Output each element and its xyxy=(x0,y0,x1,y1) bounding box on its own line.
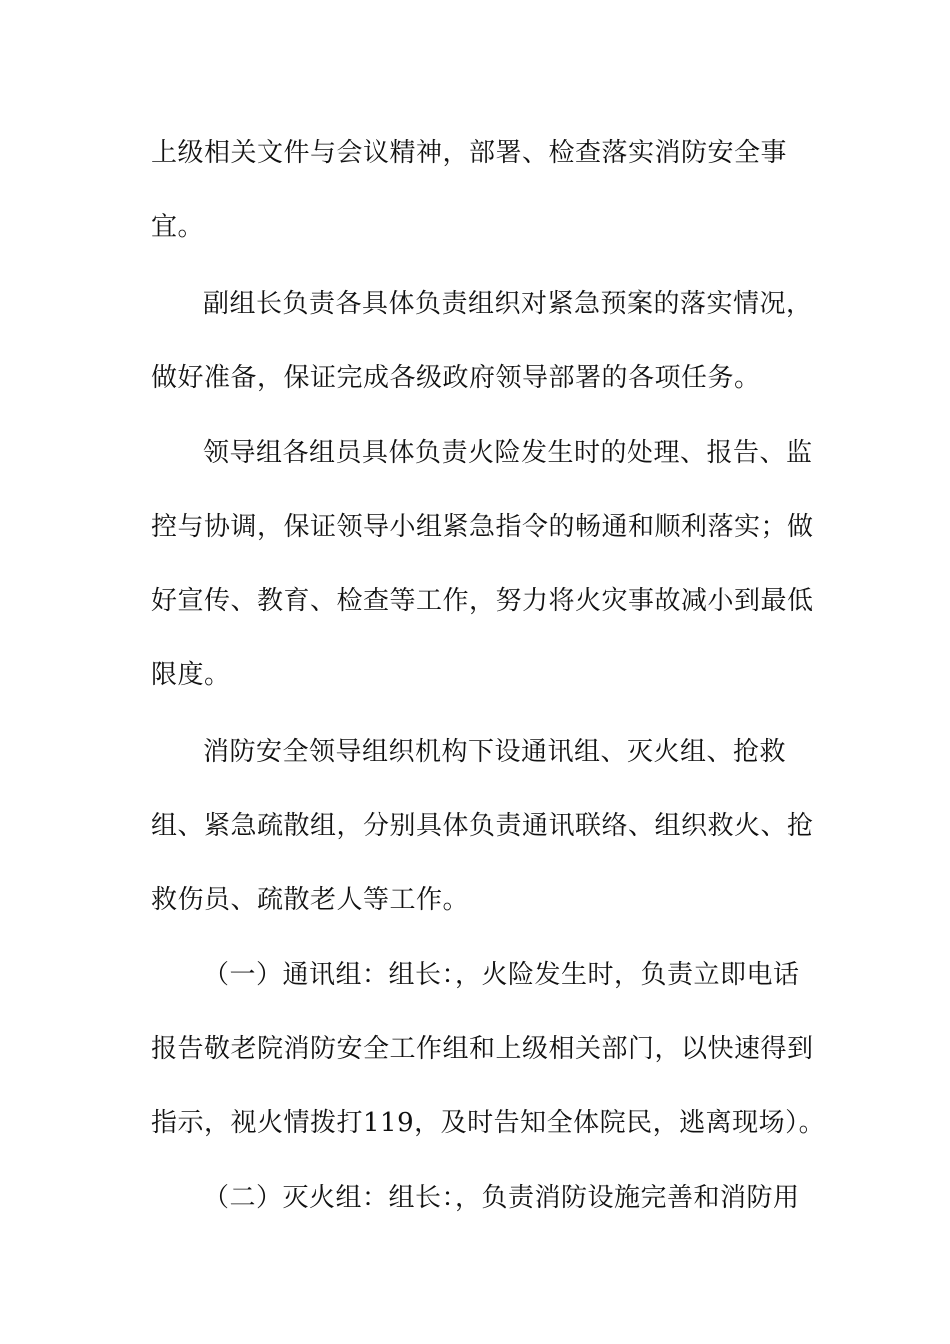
paragraph-start-line: 领导组各组员具体负责火险发生时的处理、报告、监 xyxy=(203,438,813,468)
paragraph-start-line: 消防安全领导组织机构下设通讯组、灭火组、抢救 xyxy=(203,737,787,767)
text-line: 宜。 xyxy=(151,212,205,242)
paragraph-start-line: （一）通讯组：组长：，火险发生时，负责立即电话 xyxy=(203,960,800,990)
text-line: 救伤员、疏散老人等工作。 xyxy=(151,885,470,915)
text-line: 做好准备，保证完成各级政府领导部署的各项任务。 xyxy=(151,363,761,393)
text-line: 指示，视火情拨打119，及时告知全体院民，逃离现场）。 xyxy=(151,1108,826,1138)
paragraph-start-line: （二）灭火组：组长：，负责消防设施完善和消防用 xyxy=(203,1183,800,1213)
text-line: 好宣传、教育、检查等工作，努力将火灾事故减小到最低 xyxy=(151,586,814,616)
text-line: 上级相关文件与会议精神，部署、检查落实消防安全事 xyxy=(151,138,788,168)
text-line: 限度。 xyxy=(151,660,231,690)
text-line: 控与协调，保证领导小组紧急指令的畅通和顺利落实；做 xyxy=(151,512,814,542)
paragraph-start-line: 副组长负责各具体负责组织对紧急预案的落实情况， xyxy=(203,289,813,319)
text-line: 报告敬老院消防安全工作组和上级相关部门，以快速得到 xyxy=(151,1034,814,1064)
text-line: 组、紧急疏散组，分别具体负责通讯联络、组织救火、抢 xyxy=(151,811,814,841)
